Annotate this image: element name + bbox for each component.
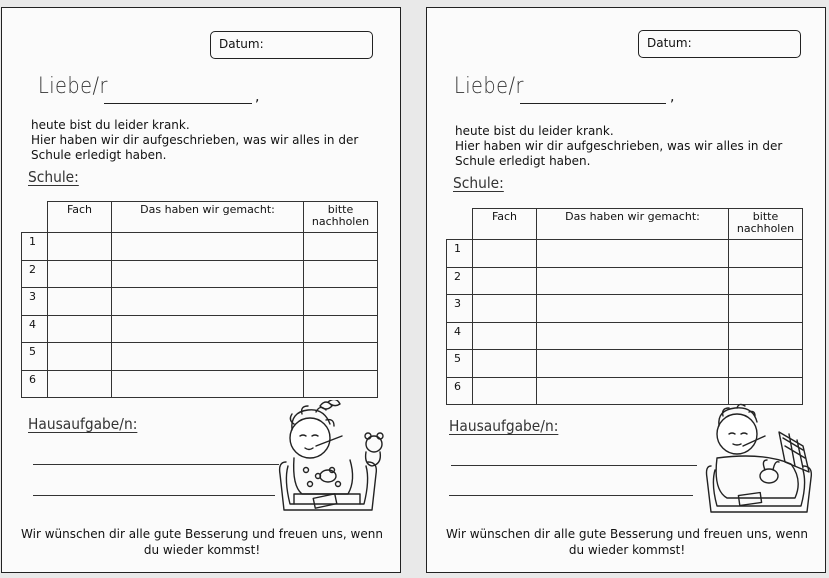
fach-cell[interactable] <box>473 350 537 378</box>
gemacht-cell[interactable] <box>537 240 729 268</box>
datum-field[interactable] <box>210 31 373 59</box>
fach-cell[interactable] <box>48 315 112 343</box>
datum-field[interactable] <box>638 30 801 58</box>
datum-label: Datum: <box>219 37 264 51</box>
gemacht-cell[interactable] <box>112 315 304 343</box>
table-row <box>22 343 378 371</box>
closing-line: du wieder kommst! <box>568 543 686 557</box>
table-row <box>447 295 803 323</box>
row-number: 2 <box>447 267 473 295</box>
gemacht-cell[interactable] <box>537 267 729 295</box>
nachholen-cell[interactable] <box>304 288 378 316</box>
greeting-comma: , <box>255 89 260 105</box>
table-row <box>447 377 803 405</box>
fach-cell[interactable] <box>48 260 112 288</box>
gemacht-cell[interactable] <box>112 233 304 261</box>
table-row <box>22 288 378 316</box>
intro-line: Hier haben wir dir aufgeschrieben, was wir alles in der <box>455 139 783 153</box>
gemacht-cell[interactable] <box>537 322 729 350</box>
homework-line[interactable] <box>33 495 275 496</box>
nachholen-cell[interactable] <box>304 260 378 288</box>
table-row <box>447 267 803 295</box>
nachholen-cell[interactable] <box>304 343 378 371</box>
gemacht-cell[interactable] <box>112 370 304 398</box>
header-nachholen: bitte nachholen <box>729 209 803 240</box>
greeting: Liebe/r <box>454 74 524 99</box>
hausaufgabe-title: Hausaufgabe/n: <box>449 417 559 435</box>
row-number: 4 <box>22 315 48 343</box>
row-number: 3 <box>22 288 48 316</box>
sheet-left <box>1 7 401 573</box>
fach-cell[interactable] <box>48 370 112 398</box>
table-row <box>447 240 803 268</box>
header-fach: Fach <box>473 209 537 240</box>
row-number: 5 <box>22 343 48 371</box>
nachholen-cell[interactable] <box>304 370 378 398</box>
hausaufgabe-title: Hausaufgabe/n: <box>28 415 138 433</box>
nachholen-cell[interactable] <box>304 233 378 261</box>
gemacht-cell[interactable] <box>537 350 729 378</box>
name-line[interactable] <box>520 103 666 104</box>
intro-line: heute bist du leider krank. <box>31 118 190 132</box>
sick-boy-armchair-icon <box>703 402 821 518</box>
table-row <box>22 370 378 398</box>
row-number: 3 <box>447 295 473 323</box>
nachholen-cell[interactable] <box>729 267 803 295</box>
corner-cell <box>447 209 473 240</box>
table-row <box>447 350 803 378</box>
closing-line: du wieder kommst! <box>143 543 261 557</box>
subjects-table <box>446 208 803 405</box>
fach-cell[interactable] <box>473 240 537 268</box>
table-row <box>447 322 803 350</box>
table-header-row <box>447 209 803 240</box>
name-line[interactable] <box>104 103 252 104</box>
homework-line[interactable] <box>33 464 279 465</box>
intro-text <box>455 124 805 169</box>
nachholen-cell[interactable] <box>729 322 803 350</box>
nachholen-cell[interactable] <box>304 315 378 343</box>
sick-child-armchair-icon <box>272 400 390 516</box>
closing-line: Wir wünschen dir alle gute Besserung und freuen uns, wenn <box>446 527 808 541</box>
closing-line: Wir wünschen dir alle gute Besserung und freuen uns, wenn <box>21 527 383 541</box>
intro-line: Hier haben wir dir aufgeschrieben, was wir alles in der <box>31 133 359 147</box>
gemacht-cell[interactable] <box>537 377 729 405</box>
fach-cell[interactable] <box>473 295 537 323</box>
closing-text <box>12 526 392 558</box>
row-number: 2 <box>22 260 48 288</box>
intro-line: Schule erledigt haben. <box>455 154 591 168</box>
fach-cell[interactable] <box>473 267 537 295</box>
datum-label: Datum: <box>647 36 692 50</box>
intro-line: Schule erledigt haben. <box>31 148 167 162</box>
row-number: 6 <box>447 377 473 405</box>
table-header-row <box>22 202 378 233</box>
nachholen-cell[interactable] <box>729 377 803 405</box>
fach-cell[interactable] <box>48 343 112 371</box>
greeting-comma: , <box>670 89 675 105</box>
nachholen-cell[interactable] <box>729 240 803 268</box>
intro-text <box>31 118 381 163</box>
closing-text <box>437 526 817 558</box>
gemacht-cell[interactable] <box>112 343 304 371</box>
nachholen-cell[interactable] <box>729 350 803 378</box>
fach-cell[interactable] <box>473 322 537 350</box>
gemacht-cell[interactable] <box>112 260 304 288</box>
fach-cell[interactable] <box>48 288 112 316</box>
header-gemacht: Das haben wir gemacht: <box>112 202 304 233</box>
schule-title: Schule: <box>28 168 79 186</box>
corner-cell <box>22 202 48 233</box>
sheet-right <box>426 7 826 573</box>
row-number: 6 <box>22 370 48 398</box>
row-number: 4 <box>447 322 473 350</box>
table-row <box>22 233 378 261</box>
gemacht-cell[interactable] <box>537 295 729 323</box>
header-nachholen: bitte nachholen <box>304 202 378 233</box>
greeting: Liebe/r <box>38 74 108 99</box>
row-number: 5 <box>447 350 473 378</box>
subjects-table <box>21 201 378 398</box>
header-fach: Fach <box>48 202 112 233</box>
fach-cell[interactable] <box>473 377 537 405</box>
nachholen-cell[interactable] <box>729 295 803 323</box>
homework-line[interactable] <box>449 495 693 496</box>
intro-line: heute bist du leider krank. <box>455 124 614 138</box>
homework-line[interactable] <box>451 465 697 466</box>
schule-title: Schule: <box>453 174 504 192</box>
row-number: 1 <box>22 233 48 261</box>
fach-cell[interactable] <box>48 233 112 261</box>
header-gemacht: Das haben wir gemacht: <box>537 209 729 240</box>
row-number: 1 <box>447 240 473 268</box>
table-row <box>22 260 378 288</box>
table-row <box>22 315 378 343</box>
gemacht-cell[interactable] <box>112 288 304 316</box>
